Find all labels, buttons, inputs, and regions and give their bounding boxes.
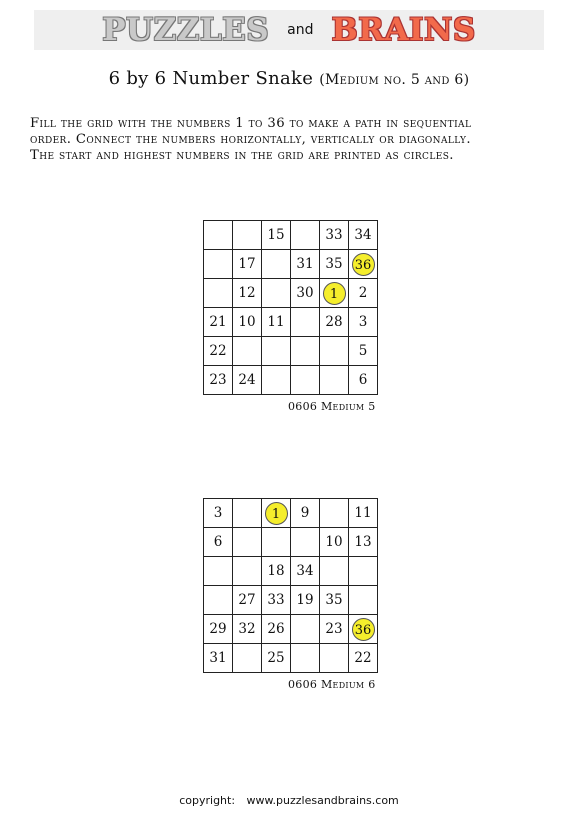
grid-cell[interactable]: 25 [262,644,291,673]
grid-cell[interactable]: 22 [204,337,233,366]
grid-cell[interactable]: 26 [262,615,291,644]
grid-cell[interactable]: 22 [349,644,378,673]
grid-cell[interactable] [204,586,233,615]
grid-cell[interactable] [349,615,378,644]
grid-cell[interactable]: 35 [320,586,349,615]
grid-cell[interactable] [320,499,349,528]
grid-cell[interactable]: 9 [291,499,320,528]
grid-cell[interactable] [349,557,378,586]
grid-cell[interactable] [204,250,233,279]
grid-cell[interactable]: 27 [233,586,262,615]
grid-cell[interactable] [320,337,349,366]
grid-cell[interactable]: 15 [262,221,291,250]
instructions-line: The start and highest numbers in the grid are printed as circles. [30,148,454,163]
grid-cell[interactable]: 33 [320,221,349,250]
grid-cell[interactable]: 24 [233,366,262,395]
grid-cell[interactable] [204,221,233,250]
grid-cell[interactable]: 31 [204,644,233,673]
grid-cell[interactable]: 11 [262,308,291,337]
grid-row [204,586,378,615]
grid-cell[interactable] [233,528,262,557]
grid-cell[interactable]: 31 [291,250,320,279]
grid-cell[interactable]: 11 [349,499,378,528]
title-sub: (Medium no. 5 and 6) [319,72,470,88]
grid-cell[interactable] [291,308,320,337]
page-title [0,68,578,89]
grid-cell[interactable] [262,337,291,366]
number-grid [203,498,378,673]
grid-row [204,337,378,366]
grid-cell[interactable]: 10 [233,308,262,337]
instructions-line: order. Connect the numbers horizontally, vertically or diagonally. [30,132,471,147]
puzzle-caption-medium-6: 0606 Medium 6 [288,678,376,691]
grid-cell[interactable]: 23 [204,366,233,395]
grid-cell[interactable]: 3 [204,499,233,528]
grid-cell[interactable]: 2 [349,279,378,308]
grid-row [204,644,378,673]
grid-cell[interactable]: 6 [349,366,378,395]
grid-cell[interactable]: 10 [320,528,349,557]
grid-row [204,221,378,250]
grid-row [204,528,378,557]
grid-cell[interactable] [204,557,233,586]
instructions [30,116,560,164]
grid-cell[interactable] [262,528,291,557]
title-main: 6 by 6 Number Snake [108,68,314,89]
logo-and: and [287,22,314,38]
grid-cell[interactable]: 29 [204,615,233,644]
grid-cell[interactable] [233,644,262,673]
puzzle-caption-medium-5: 0606 Medium 5 [288,400,376,413]
grid-cell[interactable]: 13 [349,528,378,557]
copyright [0,794,578,807]
logo-puzzles: PUZZLES [102,12,270,48]
grid-cell[interactable]: 34 [349,221,378,250]
grid-cell[interactable]: 34 [291,557,320,586]
puzzle-grid-medium-5 [203,220,378,395]
grid-cell[interactable] [233,557,262,586]
grid-cell[interactable]: 3 [349,308,378,337]
circled-number: 1 [265,502,288,525]
grid-cell[interactable]: 23 [320,615,349,644]
grid-row [204,499,378,528]
grid-cell[interactable] [291,366,320,395]
circled-number: 36 [352,618,375,641]
puzzle-grid-medium-6 [203,498,378,673]
circled-number: 36 [352,253,375,276]
copyright-label: copyright: [179,794,236,807]
grid-cell[interactable] [349,586,378,615]
grid-cell[interactable] [262,499,291,528]
grid-cell[interactable] [204,279,233,308]
site-banner [34,10,544,50]
grid-cell[interactable] [320,557,349,586]
grid-cell[interactable]: 21 [204,308,233,337]
grid-cell[interactable]: 32 [233,615,262,644]
grid-cell[interactable] [233,337,262,366]
logo-brains: BRAINS [331,12,476,48]
grid-cell[interactable]: 35 [320,250,349,279]
grid-row [204,250,378,279]
grid-row [204,308,378,337]
grid-cell[interactable] [233,499,262,528]
grid-cell[interactable] [233,221,262,250]
copyright-url[interactable]: www.puzzlesandbrains.com [246,794,399,807]
grid-cell[interactable]: 33 [262,586,291,615]
grid-cell[interactable] [291,528,320,557]
number-grid [203,220,378,395]
grid-cell[interactable]: 19 [291,586,320,615]
grid-row [204,557,378,586]
grid-cell[interactable] [262,366,291,395]
instructions-line: Fill the grid with the numbers 1 to 36 to make a path in sequential [30,116,472,131]
grid-cell[interactable] [291,644,320,673]
grid-cell[interactable] [291,615,320,644]
grid-cell[interactable]: 17 [233,250,262,279]
grid-cell[interactable]: 28 [320,308,349,337]
grid-cell[interactable] [262,279,291,308]
grid-cell[interactable]: 30 [291,279,320,308]
grid-cell[interactable]: 6 [204,528,233,557]
grid-row [204,279,378,308]
grid-row [204,615,378,644]
grid-cell[interactable] [349,250,378,279]
grid-cell[interactable] [320,279,349,308]
grid-cell[interactable]: 12 [233,279,262,308]
grid-cell[interactable]: 18 [262,557,291,586]
grid-cell[interactable] [291,337,320,366]
circled-number: 1 [323,282,346,305]
grid-cell[interactable] [320,644,349,673]
grid-row [204,366,378,395]
grid-cell[interactable]: 5 [349,337,378,366]
grid-cell[interactable] [320,366,349,395]
grid-cell[interactable] [262,250,291,279]
grid-cell[interactable] [291,221,320,250]
